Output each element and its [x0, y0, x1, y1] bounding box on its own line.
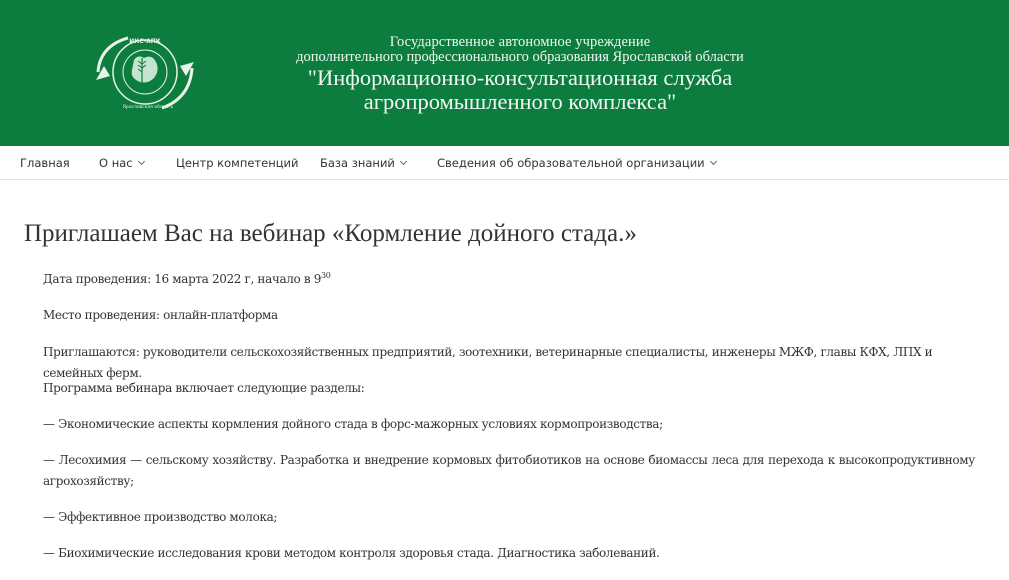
main-navigation — [0, 146, 1009, 180]
program-section: — Эффективное производство молока; — [43, 510, 278, 524]
chevron-down-icon — [400, 158, 407, 165]
chevron-down-icon — [138, 158, 145, 165]
organization-name — [260, 35, 780, 114]
nav-item-label: Сведения об образовательной организации — [437, 156, 705, 170]
nav-item-knowledge-base[interactable] — [320, 156, 406, 170]
logo-top-text: ИКС-АПК — [129, 38, 161, 45]
event-date-text: Дата проведения: 16 марта 2022 г, начало в 9 — [43, 272, 322, 286]
nav-item-label: База знаний — [320, 156, 395, 170]
program-intro: Программа вебинара включает следующие разделы: — [43, 381, 365, 395]
event-time-minutes: 30 — [321, 271, 331, 280]
organization-logo[interactable] — [90, 28, 200, 118]
nav-item-competence-center[interactable] — [176, 156, 299, 170]
nav-item-home[interactable] — [20, 156, 70, 170]
org-line-2: дополнительного профессионального образования Ярославской области — [296, 49, 744, 65]
org-line-4: агропромышленного комплекса" — [363, 89, 677, 114]
article-title: Приглашаем Вас на вебинар «Кормление дойного стада.» — [24, 220, 637, 247]
nav-item-label: Центр компетенций — [176, 156, 299, 170]
site-header — [0, 0, 1009, 146]
program-section: — Экономические аспекты кормления дойного стада в форс-мажорных условиях кормопроизводства; — [43, 417, 663, 431]
event-place: Место проведения: онлайн-платформа — [43, 308, 278, 322]
event-audience: Приглашаются: руководители сельскохозяйственных предприятий, зоотехники, ветеринарные специалисты, инженеры МЖФ, главы КФХ, ЛПХ и семейных ферм. — [43, 345, 933, 380]
logo-bottom-text: Ярославская область — [122, 105, 174, 110]
chevron-down-icon — [710, 158, 717, 165]
event-date — [43, 269, 975, 290]
org-line-1: Государственное автономное учреждение — [389, 34, 651, 50]
nav-item-label: Главная — [20, 156, 70, 170]
nav-item-label: О нас — [99, 156, 133, 170]
program-section: — Биохимические исследования крови методом контроля здоровья стада. Диагностика заболеваний. — [43, 546, 660, 560]
org-line-3: "Информационно-консультационная служба — [307, 65, 733, 90]
nav-item-organization-info[interactable] — [437, 156, 716, 170]
nav-item-about[interactable] — [99, 156, 144, 170]
program-section: — Лесохимия — сельскому хозяйству. Разработка и внедрение кормовых фитобиотиков на основе биомассы леса для перехода к высокопродуктивному агрохозяйству; — [43, 453, 975, 488]
